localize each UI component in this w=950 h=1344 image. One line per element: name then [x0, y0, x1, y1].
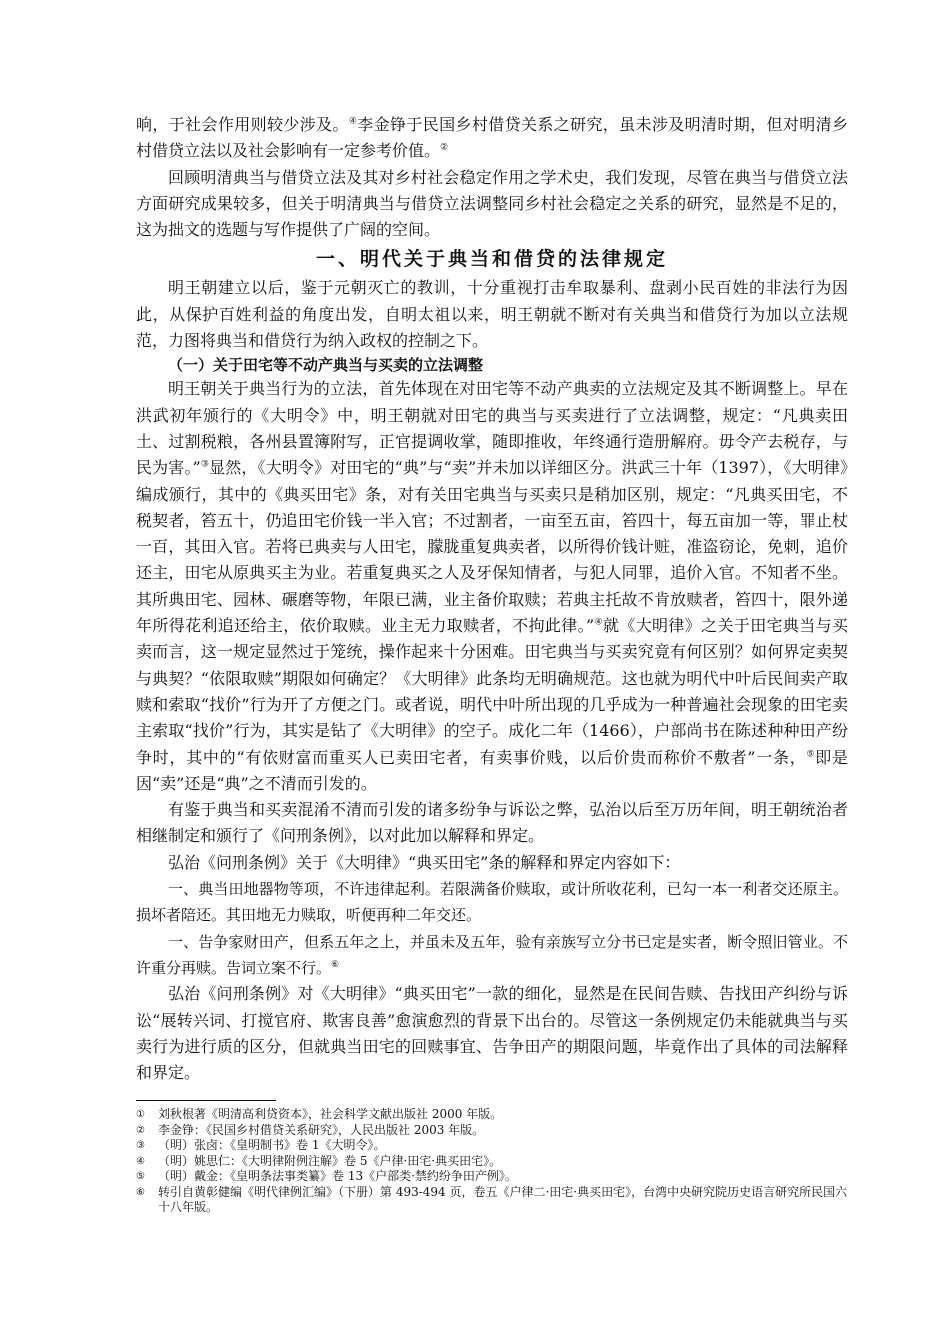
footnote-item: ② 李金铮：《民国乡村借贷关系研究》，人民出版社 2003 年版。: [136, 1122, 485, 1137]
footnote-item: ④ （明）姚思仁：《大明律附例注解》卷 5《户律·田宅·典买田宅》。: [136, 1153, 502, 1168]
paragraph-ming-law: 明王朝关于典当行为的立法，首先体现在对田宅等不动产典卖的立法规定及其不断调整上。早在洪武初年颁行的《大明令》中，明王朝就对田宅的典当与买卖进行了立法调整，规定：“凡典卖田土、过割税粮，各州县置簿附写，正官提调收掌，随即推收，年终通行造册解府。毋令产去税存，与民为害。”③显然，《大明令》对田宅的“典”与“卖”并未加以详细区分。洪武三十年（1397），《大明律》编成颁行，其中的《典买田宅》条，对有关田宅典当与买卖只是稍加区别，规定：“凡典买田宅，不税契者，笞五十，仍追田宅价钱一半入官；不过割者，一亩至五亩，笞四十，每五亩加一等，罪止杖一百，其田入官。若将已典卖与人田宅，朦胧重复典卖者，以所得价钱计赃，准盗窃论，免刺，追价还主，田宅从原典买主为业。若重复典买之人及牙保知情者，与犯人同罪，追价入官。不知者不坐。其所典田宅、园林、碾磨等物，年限已满，业主备价取赎；若典主托故不肯放赎者，笞四十，限外递年所得花利追还给主，依价取赎。业主无力取赎者，不拘此律。”④就《大明律》之关于田宅典当与买卖而言，这一规定显然过于笼统，操作起来十分困难。田宅典当与买卖究竟有何区别？如何界定卖契与典契？“依限取赎”期限如何确定？《大明律》此条均无明确规范。这也就为明代中叶后民间卖产取赎和索取“找价”行为开了方便之门。或者说，明代中叶所出现的几乎成为一种普遍社会现象的田宅卖主索取“找价”行为，其实是钻了《大明律》的空子。成化二年（1466），户部尚书在陈述种种田产纷争时，其中的“有依财富而重买人已卖田宅者，有卖事价贱，以后价贵而称价不敷者”一条，⑤即是因“卖”还是“典”之不清而引发的。: [136, 379, 848, 793]
footnote-ref-2[interactable]: ②: [440, 142, 449, 153]
footnote-ref-4[interactable]: ④: [348, 116, 358, 127]
section-title: 一、明代关于典当和借贷的法律规定: [315, 248, 668, 271]
subsection-title: （一）关于田宅等不动产典当与买卖的立法调整: [168, 356, 484, 375]
footnote-item: ⑤ （明）戴金：《皇明条法事类纂》卷 13《户部类·禁约纷争田产例》。: [136, 1169, 517, 1184]
footnote-item: ① 刘秋根著《明清高利贷资本》，社会科学文献出版社 2000 年版。: [136, 1107, 503, 1122]
footnote-ref-3[interactable]: ③: [200, 459, 210, 470]
footnotes: [136, 1107, 848, 1216]
quote-article-2: 一、告争家财田产，但系五年之上，并虽未及五年，验有亲族写立分书已定是实者，断令照旧管业。不许重分再赎。告词立案不行。⑥: [136, 932, 848, 977]
footnote-divider: [136, 1100, 276, 1101]
footnote-ref-5[interactable]: ⑤: [806, 749, 816, 760]
footnote-ref-6[interactable]: ⑥: [331, 959, 340, 970]
paragraph-regulations-intro: 弘治《问刑条例》关于《大明律》“典买田宅”条的解释和界定内容如下：: [168, 852, 681, 872]
paragraph-intro-continuation: 响，于社会作用则较少涉及。④李金铮于民国乡村借贷关系之研究，虽未涉及明清时期，但对明清乡村借贷立法以及社会影响有一定参考价值。②: [136, 115, 848, 161]
paragraph-regulations: 有鉴于典当和买卖混淆不清而引发的诸多纷争与诉讼之弊，弘治以后至万历年间，明王朝统治者相继制定和颁行了《问刑条例》，以对此加以解释和界定。: [136, 800, 848, 846]
document-page: [136, 112, 848, 1216]
paragraph-literature-review: 回顾明清典当与借贷立法及其对乡村社会稳定作用之学术史，我们发现，尽管在典当与借贷立法方面研究成果较多，但关于明清典当与借贷立法调整同乡村社会稳定之关系的研究，显然是不足的，这为拙文的选题与写作提供了广阔的空间。: [136, 167, 848, 240]
footnote-item: ⑥ 转引自黄彰健编《明代律例汇编》（下册）第 493-494 页，卷五《户律二·田宅·典买田宅》，台湾中央研究院历史语言研究所民国六十八年版。: [136, 1184, 848, 1215]
paragraph-analysis: 弘治《问刑条例》对《大明律》“典买田宅”一款的细化，显然是在民间告赎、告找田产纠纷与诉讼“展转兴词、打搅官府、欺害良善”愈演愈烈的背景下出台的。尽管这一条例规定仍未能就典当与买卖行为进行质的区分，但就典当田宅的回赎事宜、告争田产的期限问题，毕竟作出了具体的司法解释和界定。: [136, 984, 848, 1083]
footnote-ref-4b[interactable]: ④: [594, 617, 603, 628]
footnote-item: ③ （明）张卤：《皇明制书》卷 1《大明令》。: [136, 1138, 386, 1153]
quote-article-1: 一、典当田地器物等项，不许违律起利。若限满备价赎取，或计所收花利，已勾一本一利者交还原主。损坏者陪还。其田地无力赎取，听便再种二年交还。: [136, 880, 848, 925]
paragraph-section-intro: 明王朝建立以后，鉴于元朝灭亡的教训，十分重视打击牟取暴利、盘剥小民百姓的非法行为因此，从保护百姓利益的角度出发，自明太祖以来，明王朝就不断对有关典当和借贷行为加以立法规范，力图将典当和借贷行为纳入政权的控制之下。: [136, 278, 848, 351]
